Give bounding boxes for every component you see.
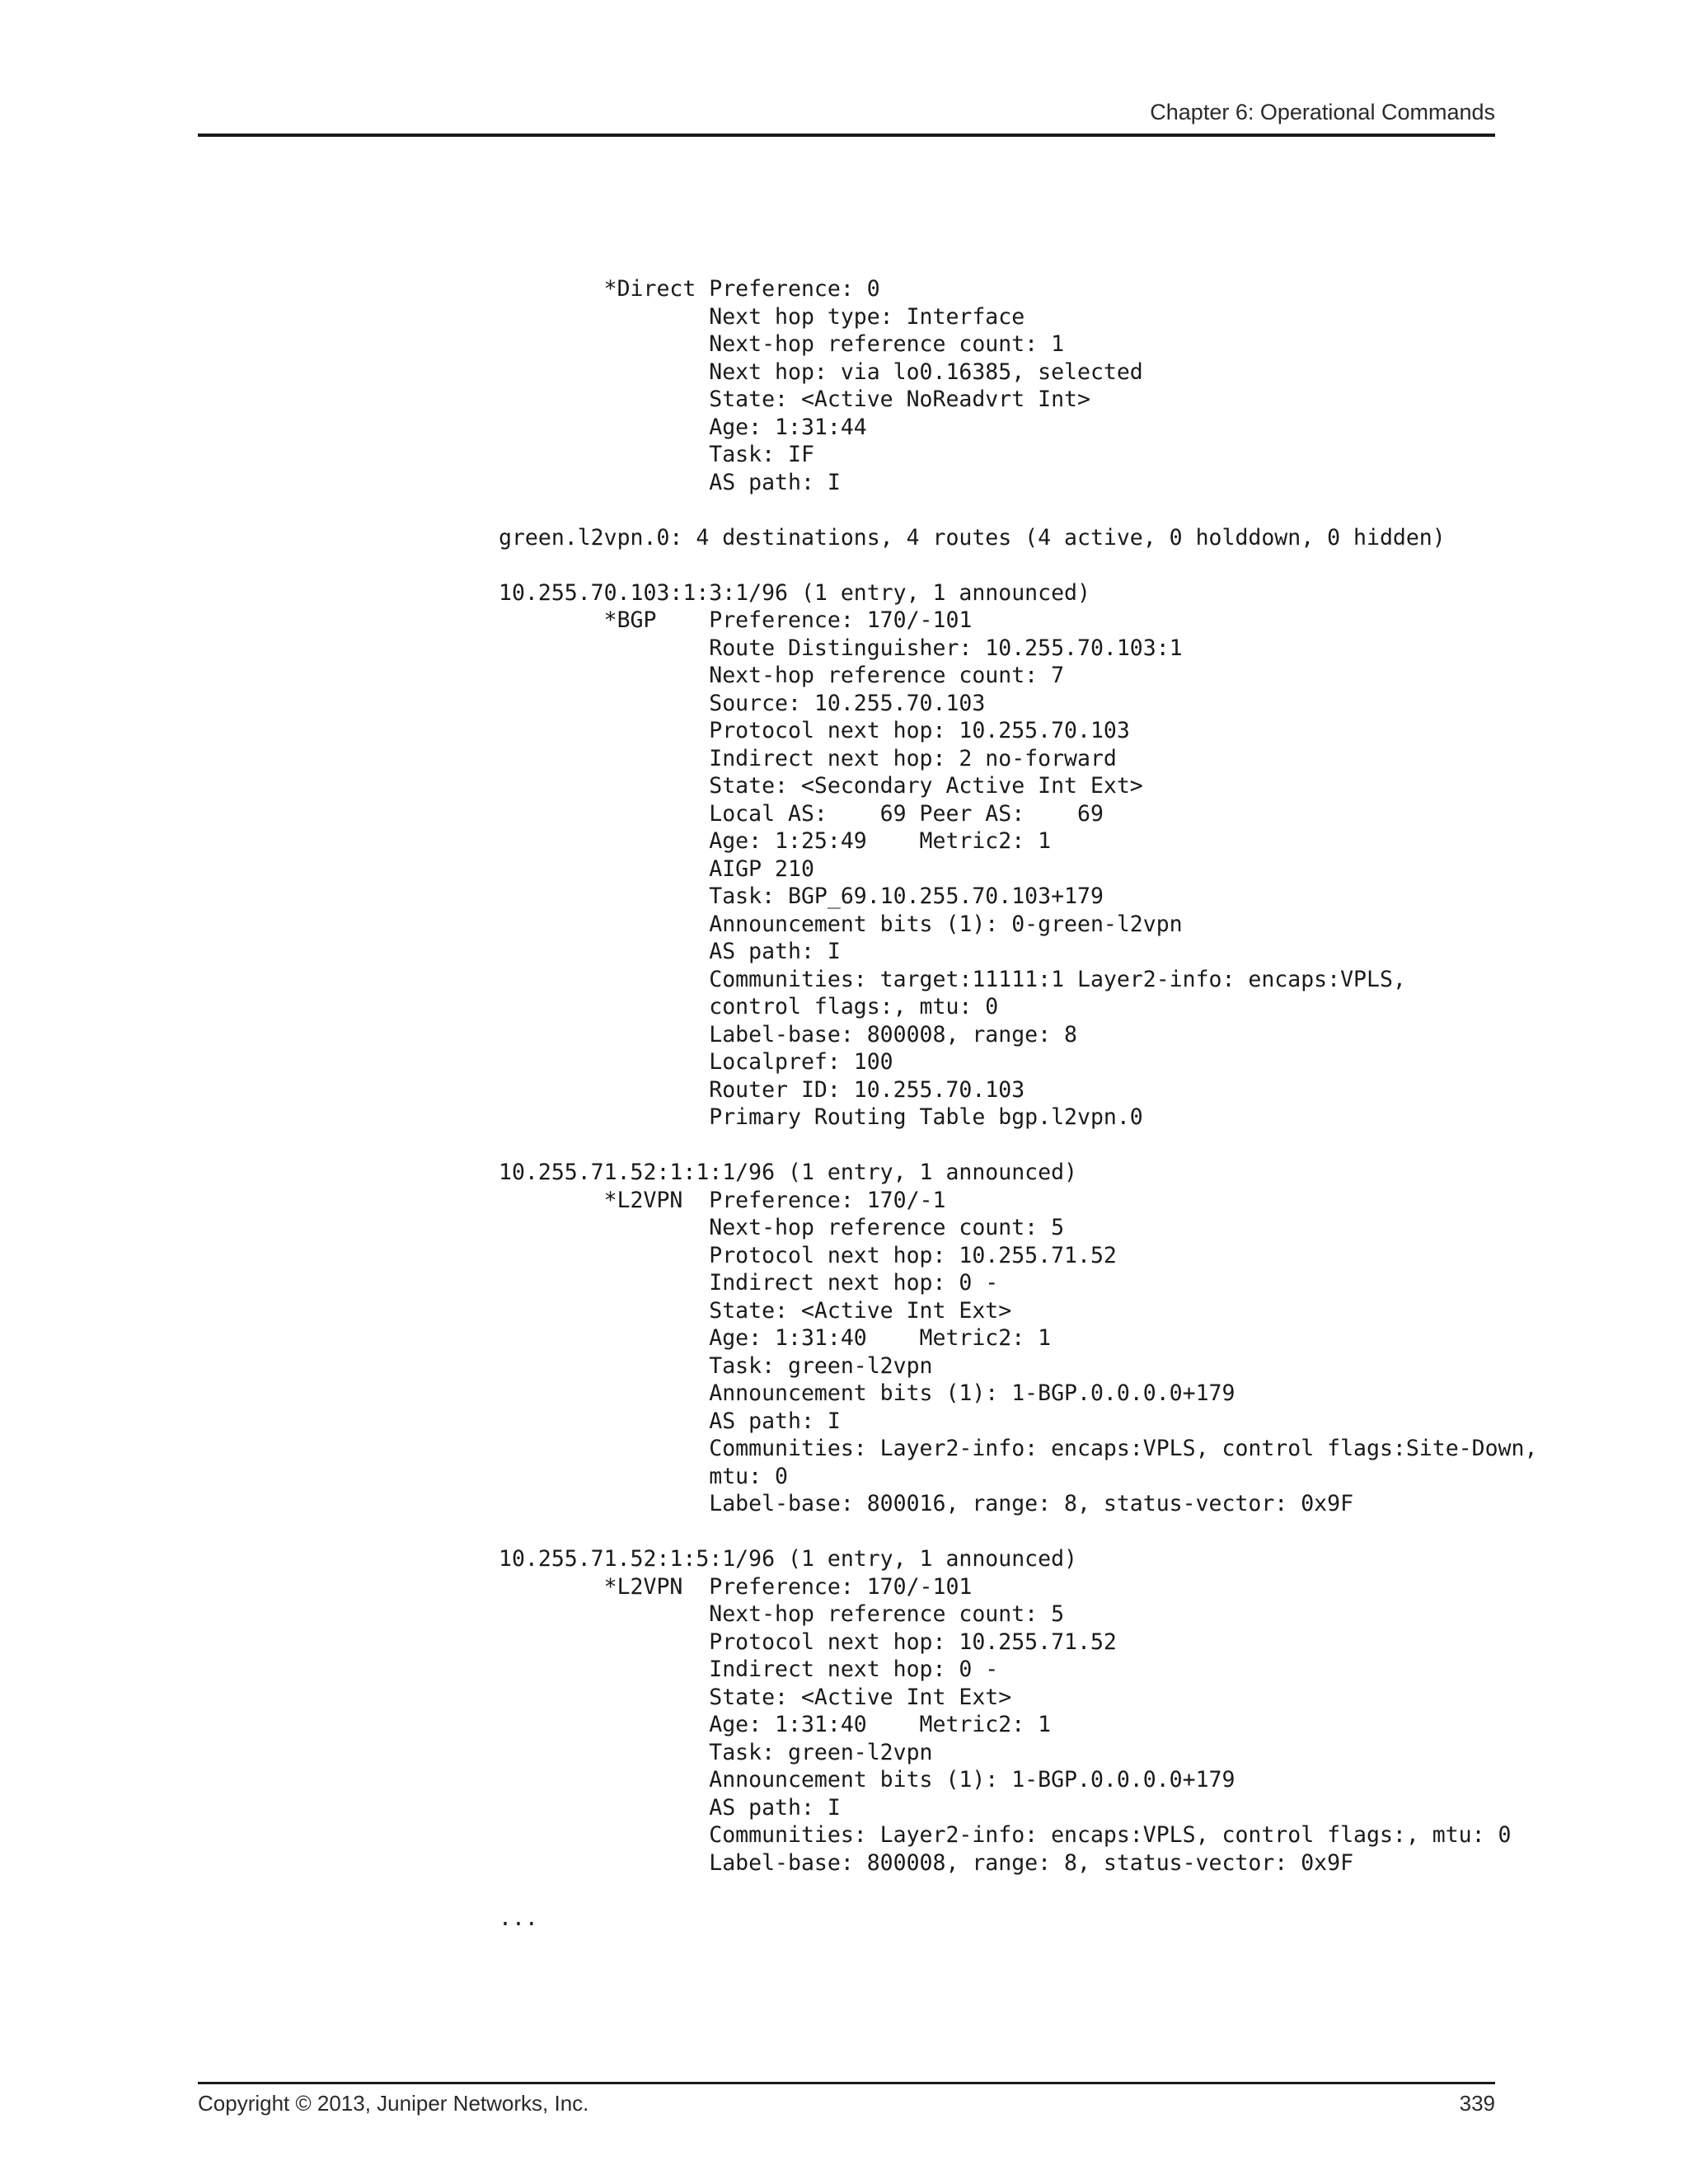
code-line: 10.255.71.52:1:5:1/96 (1 entry, 1 announced) xyxy=(499,1546,1077,1572)
code-line: 10.255.70.103:1:3:1/96 (1 entry, 1 announced) xyxy=(499,579,1090,606)
code-line: Announcement bits (1): 0-green-l2vpn xyxy=(499,911,1183,937)
code-line: AS path: I xyxy=(499,469,841,495)
code-line: Local AS: 69 Peer AS: 69 xyxy=(499,800,1104,827)
code-line: AS path: I xyxy=(499,939,841,964)
code-line: Age: 1:25:49 Metric2: 1 xyxy=(499,828,1052,854)
code-line xyxy=(499,496,1537,524)
code-line xyxy=(499,1518,1537,1546)
code-line: Localpref: 100 xyxy=(499,1049,893,1075)
code-line: Protocol next hop: 10.255.71.52 xyxy=(499,1242,1117,1268)
footer-rule xyxy=(198,2082,1495,2084)
code-line: Task: IF xyxy=(499,442,814,467)
code-line: Primary Routing Table bgp.l2vpn.0 xyxy=(499,1104,1143,1130)
code-line: Communities: Layer2-info: encaps:VPLS, control flags:Site-Down, xyxy=(499,1436,1538,1461)
code-line: Age: 1:31:44 xyxy=(499,414,867,440)
code-line: Communities: Layer2-info: encaps:VPLS, control flags:, mtu: 0 xyxy=(499,1822,1512,1848)
code-line: State: <Secondary Active Int Ext> xyxy=(499,773,1143,799)
code-line: green.l2vpn.0: 4 destinations, 4 routes (4 active, 0 holddown, 0 hidden) xyxy=(499,524,1446,551)
code-line: Protocol next hop: 10.255.70.103 xyxy=(499,718,1130,743)
code-line: *L2VPN Preference: 170/-101 xyxy=(499,1573,973,1600)
code-line: Task: green-l2vpn xyxy=(499,1352,933,1379)
code-line: Protocol next hop: 10.255.71.52 xyxy=(499,1629,1117,1655)
code-line: Indirect next hop: 0 - xyxy=(499,1657,999,1682)
code-line: Indirect next hop: 0 - xyxy=(499,1270,999,1296)
code-line: Age: 1:31:40 Metric2: 1 xyxy=(499,1712,1052,1737)
code-line: Next hop type: Interface xyxy=(499,303,1025,330)
code-line: Communities: target:11111:1 Layer2-info: encaps:VPLS, xyxy=(499,966,1406,992)
code-line: *L2VPN Preference: 170/-1 xyxy=(499,1187,946,1213)
code-line xyxy=(499,1877,1537,1905)
code-line: ... xyxy=(499,1905,538,1931)
code-line: Next-hop reference count: 5 xyxy=(499,1215,1065,1240)
code-line: *BGP Preference: 170/-101 xyxy=(499,607,973,633)
code-line: State: <Active Int Ext> xyxy=(499,1684,1012,1710)
code-line: Next hop: via lo0.16385, selected xyxy=(499,359,1143,385)
code-line: Label-base: 800008, range: 8 xyxy=(499,1021,1077,1047)
code-line: Age: 1:31:40 Metric2: 1 xyxy=(499,1325,1052,1351)
code-line: Source: 10.255.70.103 xyxy=(499,690,986,716)
code-line: State: <Active NoReadvrt Int> xyxy=(499,387,1090,412)
code-line: Task: BGP_69.10.255.70.103+179 xyxy=(499,883,1104,909)
command-output-block xyxy=(499,275,1537,1932)
code-line xyxy=(499,1132,1537,1160)
code-line: Route Distinguisher: 10.255.70.103:1 xyxy=(499,635,1183,661)
code-line: Next-hop reference count: 5 xyxy=(499,1601,1065,1627)
code-line: Next-hop reference count: 1 xyxy=(499,331,1065,357)
code-line: Indirect next hop: 2 no-forward xyxy=(499,745,1117,771)
code-line xyxy=(499,551,1537,579)
code-line: 10.255.71.52:1:1:1/96 (1 entry, 1 announced) xyxy=(499,1160,1077,1185)
copyright-notice: Copyright © 2013, Juniper Networks, Inc. xyxy=(198,2091,589,2116)
header-rule xyxy=(198,134,1495,137)
code-line: Announcement bits (1): 1-BGP.0.0.0.0+179 xyxy=(499,1767,1236,1793)
running-header: Chapter 6: Operational Commands xyxy=(1150,100,1495,124)
page-number: 339 xyxy=(1459,2091,1495,2116)
code-line: Router ID: 10.255.70.103 xyxy=(499,1076,1025,1103)
code-line: Label-base: 800016, range: 8, status-vector: 0x9F xyxy=(499,1491,1354,1516)
code-line: AIGP 210 xyxy=(499,855,814,882)
code-line: Label-base: 800008, range: 8, status-vector: 0x9F xyxy=(499,1849,1354,1876)
code-line: *Direct Preference: 0 xyxy=(499,276,880,302)
code-line: mtu: 0 xyxy=(499,1463,788,1489)
code-line: Task: green-l2vpn xyxy=(499,1739,933,1765)
code-line: AS path: I xyxy=(499,1408,841,1434)
code-line: control flags:, mtu: 0 xyxy=(499,994,999,1019)
code-line: State: <Active Int Ext> xyxy=(499,1297,1012,1324)
code-line: AS path: I xyxy=(499,1794,841,1821)
code-line: Next-hop reference count: 7 xyxy=(499,663,1065,688)
code-line: Announcement bits (1): 1-BGP.0.0.0.0+179 xyxy=(499,1380,1236,1406)
